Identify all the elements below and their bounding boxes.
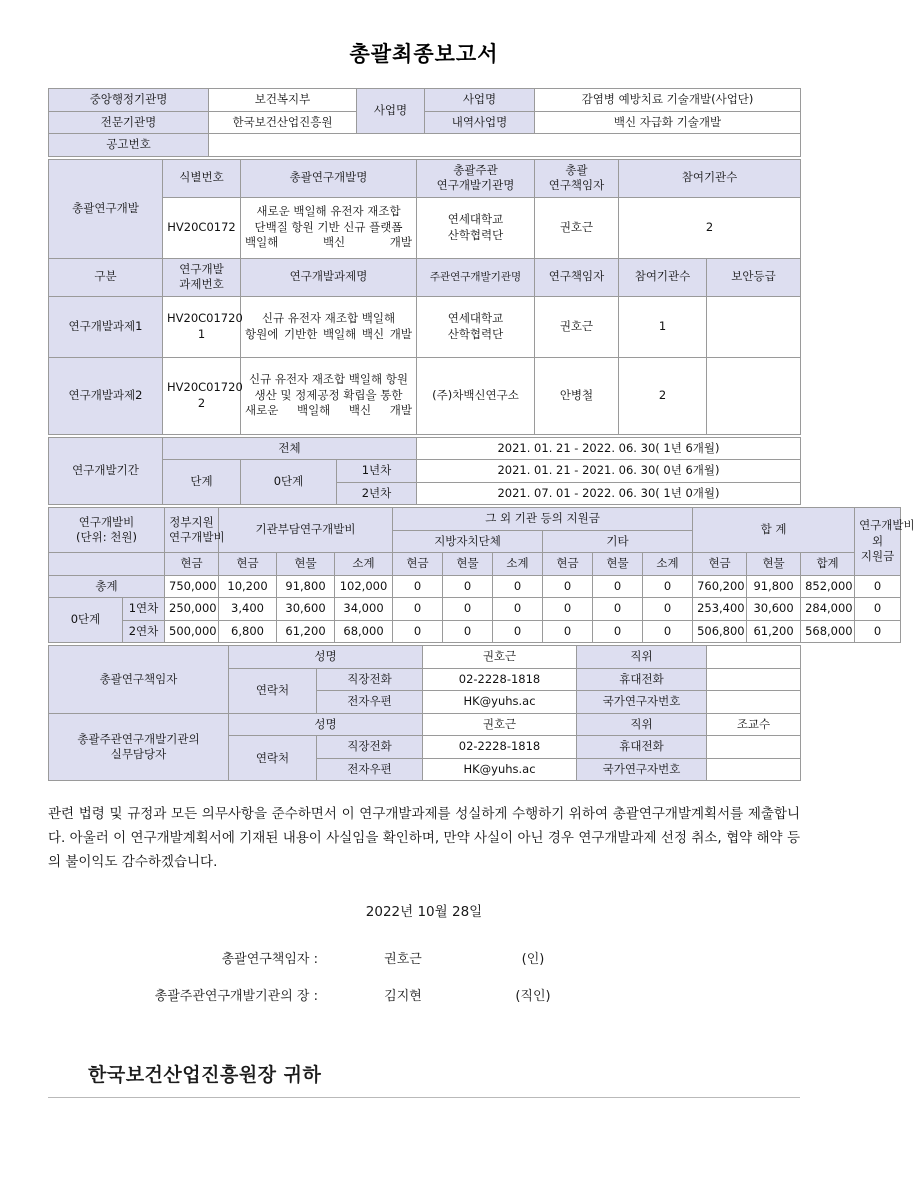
budget-total-v11: 91,800 <box>747 575 801 598</box>
staff-mobile-label: 휴대전화 <box>577 736 707 759</box>
task-participants-header: 참여기관수 <box>619 258 707 296</box>
outside-funding-line2: 외 지원금 <box>860 533 895 564</box>
budget-total-v12: 852,000 <box>801 575 855 598</box>
leader-role-label: 총괄연구책임자 <box>49 646 229 714</box>
table-row <box>49 575 901 598</box>
contacts-table <box>48 645 801 781</box>
signature-seal-leader: (인) <box>521 952 545 968</box>
budget-y1-v10: 253,400 <box>693 598 747 621</box>
task-1-leader: 권호근 <box>535 296 619 357</box>
staff-researcher-number-label: 국가연구자번호 <box>577 758 707 781</box>
budget-corner-line1: 연구개발비 <box>78 514 135 529</box>
subhead-etc-cash: 현금 <box>543 553 593 576</box>
signature-name-institution: 김지현 <box>384 989 422 1005</box>
specialized-agency-value: 한국보건산업진흥원 <box>209 111 357 134</box>
overall-rd-name-header: 총괄연구개발명 <box>241 159 417 197</box>
period-year-1-label: 1년차 <box>337 460 417 483</box>
leader-email-value: HK@yuhs.ac <box>423 691 577 714</box>
table-row <box>49 111 801 134</box>
host-org-header-line1: 총괄주관 <box>453 162 498 177</box>
task-2-name: 신규 유전자 재조합 백일해 항원 생산 및 정제공정 확립을 통한 새로운 백일해 백신 개발 <box>241 357 417 434</box>
budget-y2-v7: 0 <box>543 620 593 643</box>
gov-funding-line1: 정부지원 <box>169 514 214 529</box>
task-1-number: HV20C01720 1 <box>163 296 241 357</box>
budget-y2-v8: 0 <box>593 620 643 643</box>
budget-y1-v9: 0 <box>643 598 693 621</box>
budget-y2-v2: 61,200 <box>277 620 335 643</box>
budget-total-v1: 10,200 <box>219 575 277 598</box>
budget-y1-v1: 3,400 <box>219 598 277 621</box>
table-row <box>49 296 801 357</box>
notice-number-value <box>209 134 801 157</box>
signature-name-leader: 권호근 <box>384 952 422 968</box>
staff-name-label: 성명 <box>229 713 423 736</box>
budget-total-outside: 0 <box>855 575 901 598</box>
leader-email-label: 전자우편 <box>317 691 423 714</box>
grand-total-header: 합 계 <box>693 508 855 553</box>
budget-total-v7: 0 <box>543 575 593 598</box>
task-2-host-org: (주)차백신연구소 <box>417 357 535 434</box>
signature-label-leader: 총괄연구책임자 : <box>221 952 318 968</box>
staff-researcher-number-value <box>707 758 801 781</box>
budget-y2-v0: 500,000 <box>165 620 219 643</box>
budget-table <box>48 507 915 643</box>
leader-contact-label: 연락처 <box>229 668 317 713</box>
task-2-security <box>707 357 801 434</box>
table-row <box>49 553 901 576</box>
subhead-org-cash: 현금 <box>219 553 277 576</box>
table-row <box>49 258 801 296</box>
leader-header <box>535 159 619 197</box>
task-number-header-line1: 연구개발 <box>179 261 224 276</box>
task-2-division: 연구개발과제2 <box>49 357 163 434</box>
task-2-number: HV20C01720 2 <box>163 357 241 434</box>
leader-header-line2: 연구책임자 <box>548 178 605 193</box>
table-row <box>49 713 801 736</box>
etc-support-header: 기타 <box>543 530 693 553</box>
staff-mobile-value <box>707 736 801 759</box>
program-group-label: 사업명 <box>357 89 425 134</box>
local-gov-header: 지방자치단체 <box>393 530 543 553</box>
subhead-total-inkind: 현물 <box>747 553 801 576</box>
rd-tasks-table <box>48 159 801 435</box>
staff-position-label: 직위 <box>577 713 707 736</box>
staff-email-label: 전자우편 <box>317 758 423 781</box>
other-support-header: 그 외 기관 등의 지원금 <box>393 508 693 531</box>
budget-y2-v4: 0 <box>393 620 443 643</box>
table-row <box>49 134 801 157</box>
staff-position-value: 조교수 <box>707 713 801 736</box>
budget-row-y2-label: 2연차 <box>123 620 165 643</box>
overall-rd-label: 총괄연구개발 <box>49 159 163 258</box>
leader-header-line1: 총괄 <box>565 162 588 177</box>
budget-subhead-spacer <box>49 553 165 576</box>
signature-block <box>48 948 800 1004</box>
leader-office-phone-label: 직장전화 <box>317 668 423 691</box>
table-row <box>49 508 901 531</box>
budget-y1-v3: 34,000 <box>335 598 393 621</box>
detail-program-value: 백신 자급화 기술개발 <box>535 111 801 134</box>
org-table <box>48 88 801 157</box>
table-row <box>49 357 801 434</box>
division-header: 구분 <box>49 258 163 296</box>
host-org-header-line2: 연구개발기관명 <box>436 178 515 193</box>
budget-y2-v11: 61,200 <box>747 620 801 643</box>
task-number-header <box>163 258 241 296</box>
budget-total-v9: 0 <box>643 575 693 598</box>
signature-row-leader <box>48 948 800 967</box>
signature-row-institution <box>48 985 800 1004</box>
task-1-security <box>707 296 801 357</box>
table-row <box>49 159 801 197</box>
budget-y2-v1: 6,800 <box>219 620 277 643</box>
budget-y1-v11: 30,600 <box>747 598 801 621</box>
host-org-header <box>417 159 535 197</box>
signature-label-institution: 총괄주관연구개발기관의 장 : <box>154 989 318 1005</box>
signature-seal-institution: (직인) <box>515 989 551 1005</box>
table-row <box>49 620 901 643</box>
staff-email-value: HK@yuhs.ac <box>423 758 577 781</box>
leader-mobile-label: 휴대전화 <box>577 668 707 691</box>
staff-office-phone-label: 직장전화 <box>317 736 423 759</box>
subhead-local-cash: 현금 <box>393 553 443 576</box>
central-agency-value: 보건복지부 <box>209 89 357 112</box>
budget-y1-v0: 250,000 <box>165 598 219 621</box>
subhead-total-sum: 합계 <box>801 553 855 576</box>
budget-corner-label <box>49 508 165 553</box>
task-1-name: 신규 유전자 재조합 백일해 항원에 기반한 백일해 백신 개발 <box>241 296 417 357</box>
program-name-label: 사업명 <box>425 89 535 112</box>
leader-position-label: 직위 <box>577 646 707 669</box>
id-number-header: 식별번호 <box>163 159 241 197</box>
period-label: 연구개발기간 <box>49 437 163 505</box>
overall-leader: 권호근 <box>535 197 619 258</box>
gov-funding-header <box>165 508 225 553</box>
gov-funding-line2: 연구개발비 <box>169 530 225 545</box>
staff-role-label <box>49 713 229 781</box>
budget-y2-v12: 568,000 <box>801 620 855 643</box>
central-agency-label: 중앙행정기관명 <box>49 89 209 112</box>
budget-total-v6: 0 <box>493 575 543 598</box>
notice-number-label: 공고번호 <box>49 134 209 157</box>
budget-y1-v6: 0 <box>493 598 543 621</box>
budget-row-y1-label: 1연차 <box>123 598 165 621</box>
program-name-value: 감염병 예방치료 기술개발(사업단) <box>535 89 801 112</box>
leader-researcher-number-label: 국가연구자번호 <box>577 691 707 714</box>
budget-total-v5: 0 <box>443 575 493 598</box>
leader-position-value <box>707 646 801 669</box>
overall-rd-name: 새로운 백일해 유전자 재조합 단백질 항원 기반 신규 플랫폼 백일해 백신 개발 <box>241 197 417 258</box>
outside-funding-line1: 연구개발비 <box>859 518 915 533</box>
leader-office-phone-value: 02-2228-1818 <box>423 668 577 691</box>
subhead-etc-inkind: 현물 <box>593 553 643 576</box>
budget-row-total-label: 총계 <box>49 575 165 598</box>
period-total-label: 전체 <box>163 437 417 460</box>
overall-participants: 2 <box>619 197 801 258</box>
budget-y1-v5: 0 <box>443 598 493 621</box>
submission-date: 2022년 10월 28일 <box>365 904 483 921</box>
leader-name-label: 성명 <box>229 646 423 669</box>
subhead-total-cash: 현금 <box>693 553 747 576</box>
staff-name-value: 권호근 <box>423 713 577 736</box>
detail-program-label: 내역사업명 <box>425 111 535 134</box>
budget-y1-outside: 0 <box>855 598 901 621</box>
overall-id-number: HV20C0172 <box>163 197 241 258</box>
security-grade-header: 보안등급 <box>707 258 801 296</box>
staff-contact-label: 연락처 <box>229 736 317 781</box>
budget-y2-outside: 0 <box>855 620 901 643</box>
task-1-host-org: 연세대학교 산학협력단 <box>417 296 535 357</box>
budget-stage-label: 0단계 <box>49 598 123 643</box>
task-1-division: 연구개발과제1 <box>49 296 163 357</box>
table-row <box>49 89 801 112</box>
period-year-1-value: 2021. 01. 21 - 2021. 06. 30( 0년 6개월) <box>417 460 801 483</box>
staff-role-line2: 실무담당자 <box>110 747 167 762</box>
period-total-value: 2021. 01. 21 - 2022. 06. 30( 1년 6개월) <box>417 437 801 460</box>
outside-funding-header <box>855 508 915 576</box>
staff-role-line1: 총괄주관연구개발기관의 <box>77 731 200 746</box>
footer-divider <box>48 1097 800 1098</box>
budget-total-v3: 102,000 <box>335 575 393 598</box>
leader-name-value: 권호근 <box>423 646 577 669</box>
budget-total-v4: 0 <box>393 575 443 598</box>
budget-y2-v5: 0 <box>443 620 493 643</box>
subhead-local-subtotal: 소계 <box>493 553 543 576</box>
budget-y2-v10: 506,800 <box>693 620 747 643</box>
task-leader-header: 연구책임자 <box>535 258 619 296</box>
budget-y1-v4: 0 <box>393 598 443 621</box>
participants-header: 참여기관수 <box>619 159 801 197</box>
staff-office-phone-value: 02-2228-1818 <box>423 736 577 759</box>
budget-y2-v9: 0 <box>643 620 693 643</box>
budget-y1-v2: 30,600 <box>277 598 335 621</box>
task-1-participants: 1 <box>619 296 707 357</box>
budget-total-v0: 750,000 <box>165 575 219 598</box>
specialized-agency-label: 전문기관명 <box>49 111 209 134</box>
budget-y1-v8: 0 <box>593 598 643 621</box>
budget-total-v10: 760,200 <box>693 575 747 598</box>
task-name-header: 연구개발과제명 <box>241 258 417 296</box>
overall-host-org: 연세대학교 산학협력단 <box>417 197 535 258</box>
subhead-etc-subtotal: 소계 <box>643 553 693 576</box>
page-title: 총괄최종보고서 <box>349 42 499 66</box>
leader-mobile-value <box>707 668 801 691</box>
task-host-org-header: 주관연구개발기관명 <box>417 258 535 296</box>
period-stage-label: 단계 <box>163 460 241 505</box>
subhead-org-inkind: 현물 <box>277 553 335 576</box>
period-table <box>48 437 801 506</box>
period-year-2-value: 2021. 07. 01 - 2022. 06. 30( 1년 0개월) <box>417 482 801 505</box>
budget-y2-v3: 68,000 <box>335 620 393 643</box>
task-2-leader: 안병철 <box>535 357 619 434</box>
period-year-2-label: 2년차 <box>337 482 417 505</box>
budget-total-v8: 0 <box>593 575 643 598</box>
table-row <box>49 437 801 460</box>
table-row <box>49 598 901 621</box>
budget-y1-v12: 284,000 <box>801 598 855 621</box>
task-2-participants: 2 <box>619 357 707 434</box>
recipient-line: 한국보건산업진흥원장 귀하 <box>88 1064 322 1087</box>
period-stage-name: 0단계 <box>241 460 337 505</box>
task-number-header-line2: 과제번호 <box>179 277 224 292</box>
leader-researcher-number-value <box>707 691 801 714</box>
org-burden-header: 기관부담연구개발비 <box>219 508 393 553</box>
subhead-local-inkind: 현물 <box>443 553 493 576</box>
budget-corner-line2: (단위: 천원) <box>76 530 137 545</box>
table-row <box>49 646 801 669</box>
subhead-org-subtotal: 소계 <box>335 553 393 576</box>
budget-y1-v7: 0 <box>543 598 593 621</box>
budget-y2-v6: 0 <box>493 620 543 643</box>
budget-total-v2: 91,800 <box>277 575 335 598</box>
subhead-gov-cash: 현금 <box>165 553 219 576</box>
declaration-statement: 관련 법령 및 규정과 모든 의무사항을 준수하면서 이 연구개발과제를 성실하게 수행하기 위하여 총괄연구개발계획서를 제출합니다. 아울러 이 연구개발계획서에 기재된 내용이 사실임을 확인하며, 만약 사실이 아닌 경우 연구개발과제 선정 취소, 협약 해약 등의 불이익도 감수하겠습니다. <box>48 806 800 870</box>
